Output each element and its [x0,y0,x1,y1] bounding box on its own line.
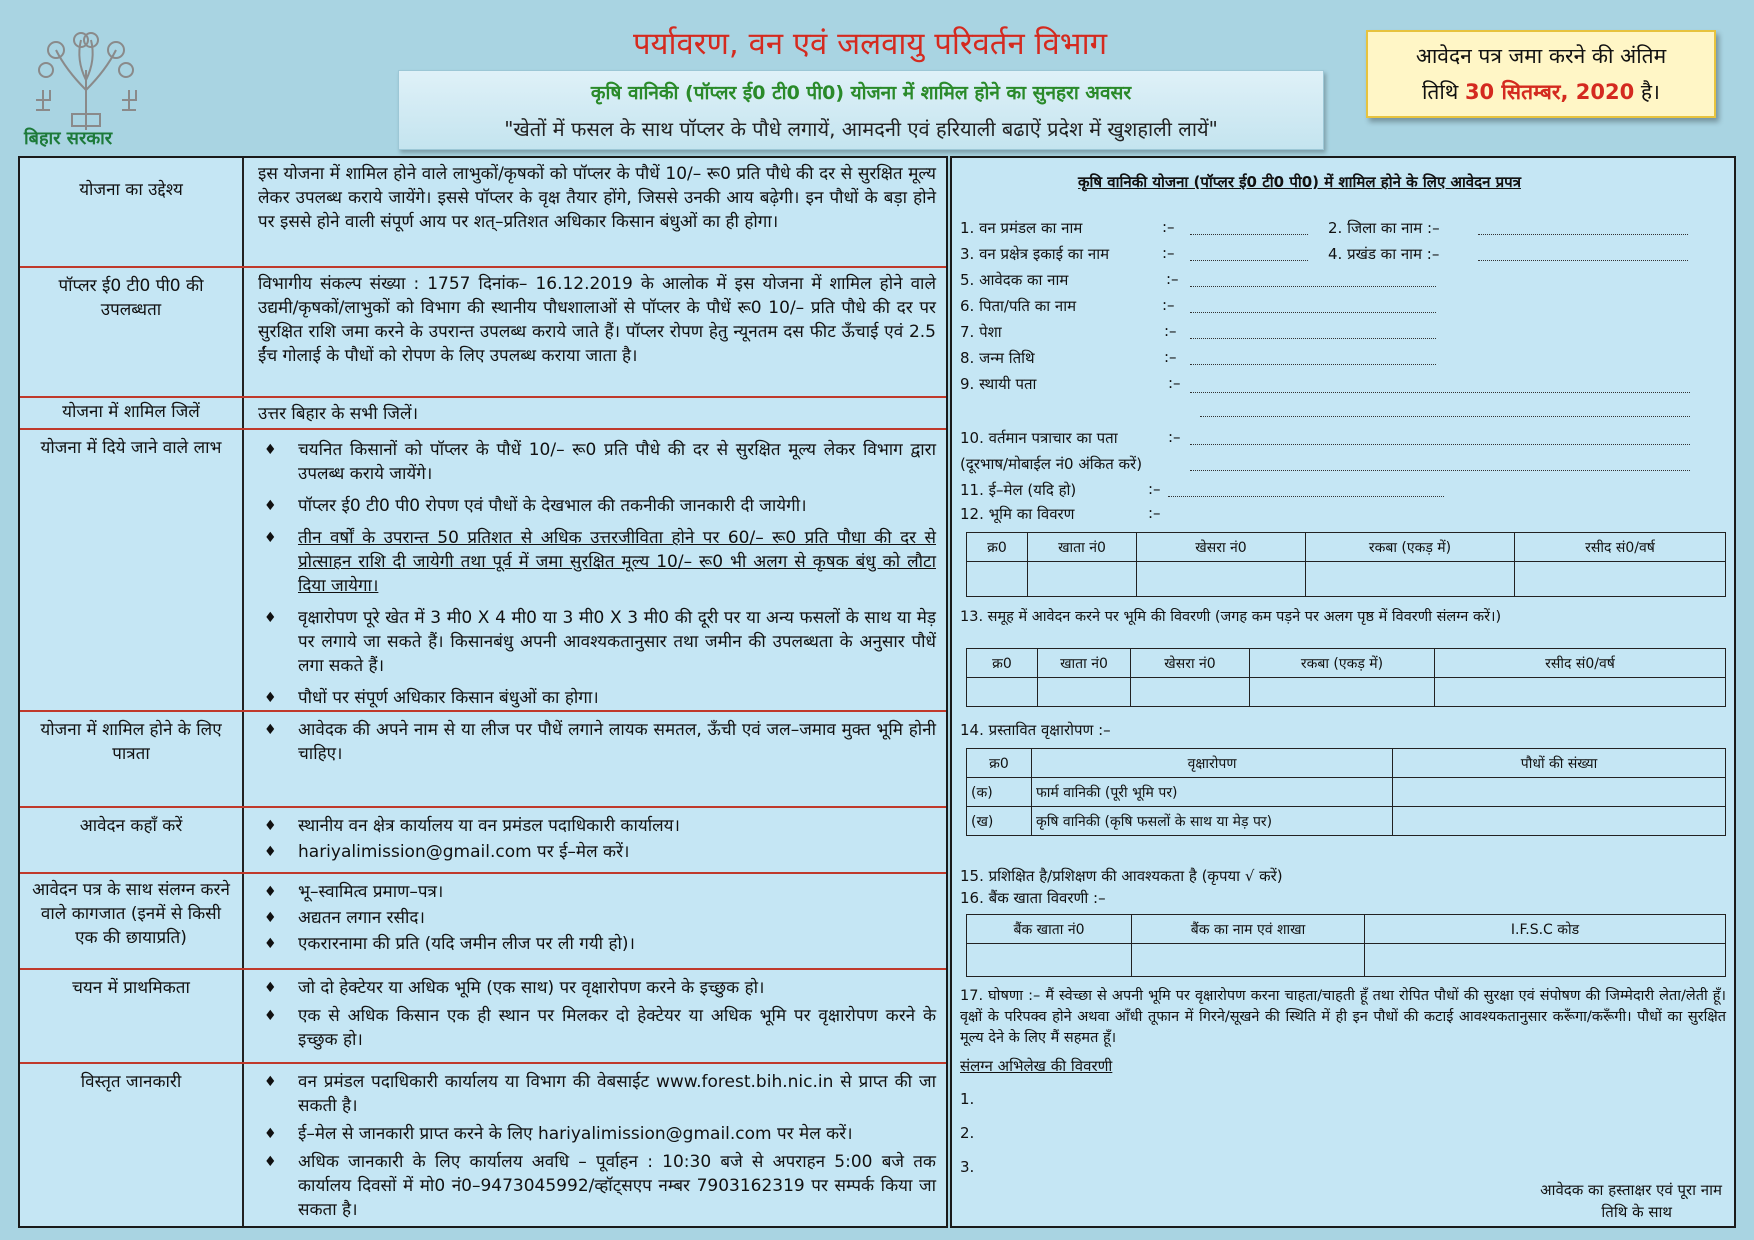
phone-field[interactable] [1190,470,1690,471]
deadline-prefix: तिथि [1421,80,1459,104]
col-header: I.F.S.C कोड [1365,915,1726,944]
field-label-group-land: 13. समूह में आवेदन करने पर भूमि की विवरणी (जगह कम पड़ने पर अलग पृष्ठ में विवरणी संलग्न करें।) [960,609,1502,625]
col-header: रकबा (एकड़ में) [1306,533,1515,562]
page-title: पर्यावरण, वन एवं जलवायु परिवर्तन विभाग [632,26,1108,62]
table-cell[interactable] [1515,562,1726,597]
field-sep: :– [1166,270,1179,288]
table-cell[interactable] [1435,678,1726,707]
bullet-item: ♦ एक से अधिक किसान एक ही स्थान पर मिलकर दो हेक्टेयर या अधिक भूमि पर वृक्षारोपण करने के इच्छुक हो। [258,1004,936,1052]
bullet-item: ♦ स्थानीय वन क्षेत्र कार्यालय या वन प्रमंडल पदाधिकारी कार्यालय। [258,814,936,838]
field-sep: :– [1162,244,1175,262]
section-body [246,430,946,710]
table-cell[interactable] [967,944,1132,977]
field-label-current-address: 10. वर्तमान पत्राचार का पता [960,429,1118,447]
bullet-item: ♦ चयनित किसानों को पॉप्लर के पौधें 10/– रू0 प्रति पौधे की दर से सुरक्षित मूल्य लेकर विभाग द्वारा उपलब्ध कराये जायेंगे। [258,438,936,486]
district-field[interactable] [1478,234,1688,235]
banner-slogan: "खेतों में फसल के साथ पॉप्लर के पौधे लगायें, आमदनी एवं हरियाली बढाऐं प्रदेश में खुशहाली लायें" [504,117,1218,141]
col-header: खेसरा नं0 [1131,649,1250,678]
section-body [246,874,946,968]
row-label: कृषि वानिकी (कृषि फसलों के साथ या मेड़ पर) [1032,807,1393,836]
section-body: इस योजना में शामिल होने वाले लाभुकों/कृषकों को पॉप्लर के पौधें 10/– रू0 प्रति पौधे की दर से सुरक्षित मूल्य लेकर उपलब्ध कराये जायेंगे। इससे पॉप्लर के वृक्ष तैयार होंगे, जिससे उनकी आय बढ़ेगी। इन पौधों के बड़ा होने पर इससे होने वाली संपूर्ण आय पर शत्–प्रतिशत अधिकार किसान बंधुओं का ही होगा। [258,164,936,232]
scheme-info-panel [18,156,948,1228]
bullet-item: ♦ तीन वर्षों के उपरान्त 50 प्रतिशत से अधिक उत्तरजीविता होने पर 60/– रू0 प्रति पौधा की दर से प्रोत्साहन राशि दी जायेगी तथा पूर्व में जमा सुरक्षित मूल्य 10/– रू0 भी अलग से कृषक बंधु को लौटा दिया जायेगा। [258,526,936,598]
col-header: बैंक खाता नं0 [967,915,1132,944]
col-header: रसीद सं0/वर्ष [1435,649,1726,678]
row-label: फार्म वानिकी (पूरी भूमि पर) [1032,778,1393,807]
section-head: योजना में दिये जाने वाले लाभ [20,430,244,710]
table-cell[interactable] [1137,562,1306,597]
permanent-address-field-2[interactable] [1200,416,1690,417]
attachment-2: 2. [960,1124,975,1142]
row-index: (ख) [967,807,1032,836]
declaration-text: 17. घोषणा :– मैं स्वेच्छा से अपनी भूमि पर वृक्षारोपण करना चाहता/चाहती हूँ तथा रोपित पौधों की सुरक्षा एवं संपोषण की जिम्मेदारी लेता/लेती हूँ। वृक्षों के परिपक्व होने अथवा आँधी तूफान में गिरने/सूखने की स्थिति में ही इन पौधों की कटाई आवश्यकतानुसार करूँगा/करूँगी। पौधों का सुरक्षित मूल्य देने के लिए मैं सहमत हूँ। [960,988,1726,1046]
field-label-proposed-plantation: 14. प्रस्तावित वृक्षारोपण :– [960,721,1111,739]
col-header: रकबा (एकड़ में) [1250,649,1435,678]
section-benefits [20,430,946,712]
current-address-field[interactable] [1190,444,1690,445]
plant-count-cell[interactable] [1393,807,1726,836]
section-priority [20,970,946,1064]
occupation-field[interactable] [1190,338,1436,339]
field-label-occupation: 7. पेशा [960,323,1002,341]
banner-headline: कृषि वानिकी (पॉप्लर ई0 टी0 पी0) योजना में शामिल होने का सुनहरा अवसर [590,82,1132,104]
col-header: क्र0 [967,649,1038,678]
signature-label: आवेदक का हस्ताक्षर एवं पूरा नाम [1540,1181,1722,1199]
attachment-3: 3. [960,1158,975,1176]
field-label-father-husband: 6. पिता/पति का नाम [960,297,1077,315]
group-land-table [966,648,1726,707]
attachment-1: 1. [960,1090,975,1108]
deadline-line2 [1368,74,1714,110]
bullet-item: ♦ अधिक जानकारी के लिए कार्यालय अवधि – पूर्वाहन : 10:30 बजे से अपराहन 5:00 बजे तक कार्यालय दिवसों में मो0 नं0–9473045992/व्हॉट्सएप नम्बर 7903162319 पर सम्पर्क किया जा सकता है। [258,1150,936,1222]
section-head: आवेदन कहाँ करें [20,808,244,872]
deadline-suffix: है। [1640,80,1661,104]
table-cell[interactable] [1306,562,1515,597]
section-districts [20,398,946,430]
section-body [246,1064,946,1226]
deadline-line1: आवेदन पत्र जमा करने की अंतिम [1415,44,1667,68]
field-label-applicant-name: 5. आवेदक का नाम [960,271,1069,289]
permanent-address-field[interactable] [1190,392,1690,393]
bullet-item: ♦ ई–मेल से जानकारी प्राप्त करने के लिए hariyalimission@gmail.com पर मेल करें। [258,1122,936,1146]
table-cell[interactable] [967,678,1038,707]
section-head: पॉप्लर ई0 टी0 पी0 की उपलब्धता [20,268,244,396]
col-header: खाता नं0 [1028,533,1137,562]
signature-date-label: तिथि के साथ [1601,1203,1672,1221]
email-field[interactable] [1168,496,1444,497]
field-label-permanent-address: 9. स्थायी पता [960,375,1037,393]
bullet-item: ♦ भू–स्वामित्व प्रमाण–पत्र। [258,880,936,904]
col-header: पौधों की संख्या [1393,749,1726,778]
bullet-item: ♦ आवेदक की अपने नाम से या लीज पर पौधें लगाने लायक समतल, ऊँची एवं जल–जमाव मुक्त भूमि होनी चाहिए। [258,718,936,766]
field-label-forest-division: 1. वन प्रमंडल का नाम [960,219,1083,237]
table-cell[interactable] [1250,678,1435,707]
field-sep: :– [1168,374,1181,392]
table-cell[interactable] [1038,678,1131,707]
applicant-name-field[interactable] [1190,286,1436,287]
field-label-training: 15. प्रशिक्षित है/प्रशिक्षण की आवश्यकता है (कृपया √ करें) [960,867,1283,885]
section-body [246,712,946,806]
plantation-table [966,748,1726,836]
bullet-item: ♦ वन प्रमंडल पदाधिकारी कार्यालय या विभाग की वेबसाईट www.forest.bih.nic.in से प्राप्त की जा सकती है। [258,1070,936,1118]
field-label-email: 11. ई–मेल (यदि हो) [960,481,1077,499]
table-cell[interactable] [967,562,1028,597]
table-cell[interactable] [1132,944,1365,977]
table-cell[interactable] [1028,562,1137,597]
section-body [246,970,946,1062]
section-details [20,1064,946,1226]
bank-table [966,914,1726,977]
bullet-item: ♦ जो दो हेक्टेयर या अधिक भूमि (एक साथ) पर वृक्षारोपण करने के इच्छुक हो। [258,976,936,1000]
logo-text: बिहार सरकार [24,128,113,149]
bullet-item: ♦ एकरारनामा की प्रति (यदि जमीन लीज पर ली गयी हो)। [258,932,936,956]
section-body [246,808,946,872]
field-sep: :– [1148,480,1161,498]
father-husband-field[interactable] [1190,312,1436,313]
bullet-item: ♦ पौधों पर संपूर्ण अधिकार किसान बंधुओं का होगा। [258,686,936,710]
form-title: कृषि वानिकी योजना (पॉप्लर ई0 टी0 पी0) में शामिल होने के लिए आवेदन प्रपत्र [1078,173,1521,191]
forest-range-field[interactable] [1190,260,1308,261]
col-header: वृक्षारोपण [1032,749,1393,778]
section-head: योजना का उद्देश्य [20,158,244,266]
field-label-block: 4. प्रखंड का नाम :– [1328,245,1440,263]
field-label-land: 12. भूमि का विवरण [960,505,1075,523]
field-sep: :– [1164,322,1177,340]
land-details-table [966,532,1726,597]
field-sep: :– [1164,348,1177,366]
deadline-date: 30 सितम्बर, 2020 [1464,80,1635,104]
section-objective [20,158,946,268]
col-header: क्र0 [967,749,1032,778]
col-header: खेसरा नं0 [1137,533,1306,562]
block-field[interactable] [1478,260,1688,261]
section-body: उत्तर बिहार के सभी जिलें। [258,404,419,424]
field-sep: :– [1162,218,1175,236]
field-sep: :– [1168,428,1181,446]
attachments-label: संलग्न अभिलेख की विवरणी [960,1057,1113,1075]
section-availability [20,268,946,398]
table-cell[interactable] [1365,944,1726,977]
forest-division-field[interactable] [1190,234,1308,235]
application-form [950,156,1736,1228]
field-label-bank: 16. बैंक खाता विवरणी :– [960,889,1106,907]
col-header: बैंक का नाम एवं शाखा [1132,915,1365,944]
deadline-box [1366,30,1716,118]
col-header: रसीद सं0/वर्ष [1515,533,1726,562]
section-body: विभागीय संकल्प संख्या : 1757 दिनांक– 16.12.2019 के आलोक में इस योजना में शामिल होने वाले उद्यमी/कृषकों/लाभुकों को विभाग की स्थानीय पौधशालाओं से पॉप्लर के पौधें रू0 10/– प्रति पौधे की दर पर सुरक्षित राशि जमा करने के उपरान्त उपलब्ध कराये जाते हैं। पॉप्लर रोपण हेतु न्यूनतम दस फीट ऊँचाई एवं 2.5 ईंच गोलाई के पौधों को रोपण के लिए उपलब्ध कराया जाता है। [258,274,936,366]
bullet-item: ♦ अद्यतन लगान रसीद। [258,906,936,930]
section-head: विस्तृत जानकारी [20,1064,244,1226]
col-header: खाता नं0 [1038,649,1131,678]
field-sep: :– [1162,296,1175,314]
section-head: योजना में शामिल होने के लिए पात्रता [20,712,244,806]
section-head: चयन में प्राथमिकता [20,970,244,1062]
row-index: (क) [967,778,1032,807]
field-sep: :– [1148,504,1161,522]
col-header: क्र0 [967,533,1028,562]
bullet-item: ♦ hariyalimission@gmail.com पर ई–मेल करें। [258,840,936,864]
section-where-to-apply [20,808,946,874]
plant-count-cell[interactable] [1393,778,1726,807]
bullet-item: ♦ वृक्षारोपण पूरे खेत में 3 मी0 X 4 मी0 या 3 मी0 X 3 मी0 की दूरी पर या अन्य फसलों के साथ या मेड़ पर लगाये जा सकते हैं। किसानबंधु अपनी आवश्यकतानुसार तथा जमीन की उपलब्धता के अनुसार पौधें लगा सकते हैं। [258,606,936,678]
field-label-phone: (दूरभाष/मोबाईल नं0 अंकित करें) [960,455,1143,473]
section-eligibility [20,712,946,808]
section-head: आवेदन पत्र के साथ संलग्न करने वाले कागजात (इनमें से किसी एक की छायाप्रति) [20,874,244,968]
dob-field[interactable] [1190,364,1436,365]
section-documents [20,874,946,970]
field-label-dob: 8. जन्म तिथि [960,349,1035,367]
section-head: योजना में शामिल जिलें [20,398,244,428]
table-cell[interactable] [1131,678,1250,707]
field-label-forest-range: 3. वन प्रक्षेत्र इकाई का नाम [960,245,1110,263]
field-label-district: 2. जिला का नाम :– [1328,219,1440,237]
scheme-banner [398,70,1324,150]
bullet-item: ♦ पॉप्लर ई0 टी0 पी0 रोपण एवं पौधों के देखभाल की तकनीकी जानकारी दी जायेगी। [258,494,936,518]
